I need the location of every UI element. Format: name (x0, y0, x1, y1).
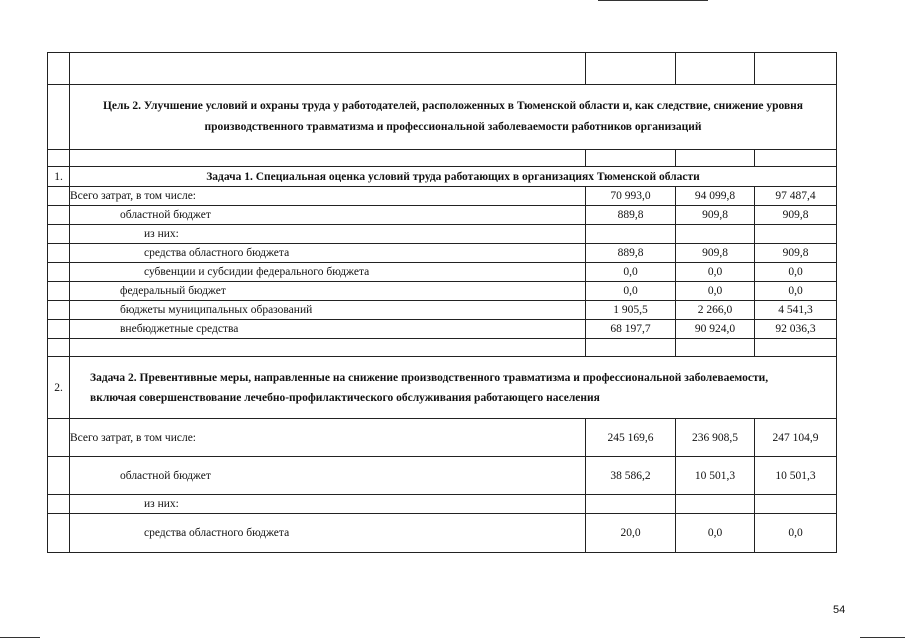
value-cell: 0,0 (586, 263, 676, 282)
number-cell (48, 263, 70, 282)
value-cell (676, 150, 755, 167)
table-row (48, 419, 837, 457)
table-row (48, 282, 837, 301)
table-row (48, 225, 837, 244)
row-label: средства областного бюджета (70, 244, 586, 263)
value-cell: 0,0 (755, 263, 837, 282)
number-cell (48, 495, 70, 514)
value-cell: 68 197,7 (586, 320, 676, 339)
number-cell (48, 514, 70, 553)
value-cell (755, 225, 837, 244)
number-cell (48, 301, 70, 320)
value-cell: 889,8 (586, 244, 676, 263)
value-cell: 97 487,4 (755, 187, 837, 206)
value-cell: 247 104,9 (755, 419, 837, 457)
value-cell: 909,8 (755, 244, 837, 263)
row-label: субвенции и субсидии федерального бюджета (70, 263, 586, 282)
number-cell (48, 225, 70, 244)
value-cell: 236 908,5 (676, 419, 755, 457)
label-cell (70, 339, 586, 357)
table-row (48, 495, 837, 514)
value-cell (586, 495, 676, 514)
number-cell (48, 150, 70, 167)
table-row-empty (48, 339, 837, 357)
number-cell (48, 85, 70, 150)
row-label: средства областного бюджета (70, 514, 586, 553)
scan-edge-line-top (598, 0, 708, 1)
number-cell (48, 419, 70, 457)
value-cell (586, 339, 676, 357)
value-cell: 909,8 (676, 206, 755, 225)
value-cell: 0,0 (676, 282, 755, 301)
value-cell: 92 036,3 (755, 320, 837, 339)
task2-title: Задача 2. Превентивные меры, направленные на снижение производственного травматизма и профессиональной заболеваемости, включая совершенствование лечебно-профилактического обслуживания работающего населения (70, 357, 837, 419)
table-row-empty (48, 150, 837, 167)
goal-heading-row (48, 85, 837, 150)
table-row (48, 457, 837, 495)
value-cell (586, 150, 676, 167)
value-cell (755, 53, 837, 85)
task1-title: Задача 1. Специальная оценка условий труда работающих в организациях Тюменской области (70, 167, 837, 187)
value-cell: 94 099,8 (676, 187, 755, 206)
value-cell (755, 150, 837, 167)
value-cell (755, 339, 837, 357)
number-cell (48, 457, 70, 495)
value-cell: 0,0 (676, 514, 755, 553)
value-cell (586, 53, 676, 85)
table-row (48, 263, 837, 282)
table-row (48, 187, 837, 206)
row-label: федеральный бюджет (70, 282, 586, 301)
row-label: Всего затрат, в том числе: (70, 419, 586, 457)
scan-edge-line-bottom-left (0, 637, 40, 638)
table-row (48, 320, 837, 339)
table-row (48, 244, 837, 263)
number-cell (48, 53, 70, 85)
value-cell: 0,0 (755, 282, 837, 301)
goal-heading: Цель 2. Улучшение условий и охраны труда у работодателей, расположенных в Тюменской области и, как следствие, снижение уровня производственного травматизма и профессиональной заболеваемости работников организаций (70, 85, 837, 150)
number-cell (48, 244, 70, 263)
task2-title-row (48, 357, 837, 419)
number-cell (48, 206, 70, 225)
table-row (48, 514, 837, 553)
table-row (48, 301, 837, 320)
label-cell (70, 53, 586, 85)
value-cell: 0,0 (755, 514, 837, 553)
value-cell: 2 266,0 (676, 301, 755, 320)
value-cell: 10 501,3 (755, 457, 837, 495)
value-cell: 0,0 (586, 282, 676, 301)
budget-table (47, 52, 837, 553)
number-cell (48, 339, 70, 357)
row-label: из них: (70, 225, 586, 244)
value-cell: 0,0 (676, 263, 755, 282)
task2-number: 2. (48, 357, 70, 419)
value-cell (586, 225, 676, 244)
task1-title-row (48, 167, 837, 187)
table-row (48, 206, 837, 225)
value-cell: 1 905,5 (586, 301, 676, 320)
label-cell (70, 150, 586, 167)
row-label: внебюджетные средства (70, 320, 586, 339)
value-cell: 38 586,2 (586, 457, 676, 495)
value-cell: 70 993,0 (586, 187, 676, 206)
row-label: областной бюджет (70, 206, 586, 225)
value-cell: 90 924,0 (676, 320, 755, 339)
number-cell (48, 187, 70, 206)
value-cell (676, 495, 755, 514)
value-cell: 20,0 (586, 514, 676, 553)
value-cell: 909,8 (755, 206, 837, 225)
task1-number: 1. (48, 167, 70, 187)
page-number: 54 (833, 604, 846, 616)
number-cell (48, 282, 70, 301)
number-cell (48, 320, 70, 339)
row-label: Всего затрат, в том числе: (70, 187, 586, 206)
value-cell: 245 169,6 (586, 419, 676, 457)
value-cell (755, 495, 837, 514)
value-cell (676, 225, 755, 244)
value-cell: 909,8 (676, 244, 755, 263)
value-cell: 10 501,3 (676, 457, 755, 495)
scan-edge-line-bottom-right (860, 637, 905, 638)
row-label: бюджеты муниципальных образований (70, 301, 586, 320)
row-label: из них: (70, 495, 586, 514)
value-cell (676, 339, 755, 357)
value-cell: 889,8 (586, 206, 676, 225)
table-row-empty (48, 53, 837, 85)
value-cell (676, 53, 755, 85)
value-cell: 4 541,3 (755, 301, 837, 320)
row-label: областной бюджет (70, 457, 586, 495)
